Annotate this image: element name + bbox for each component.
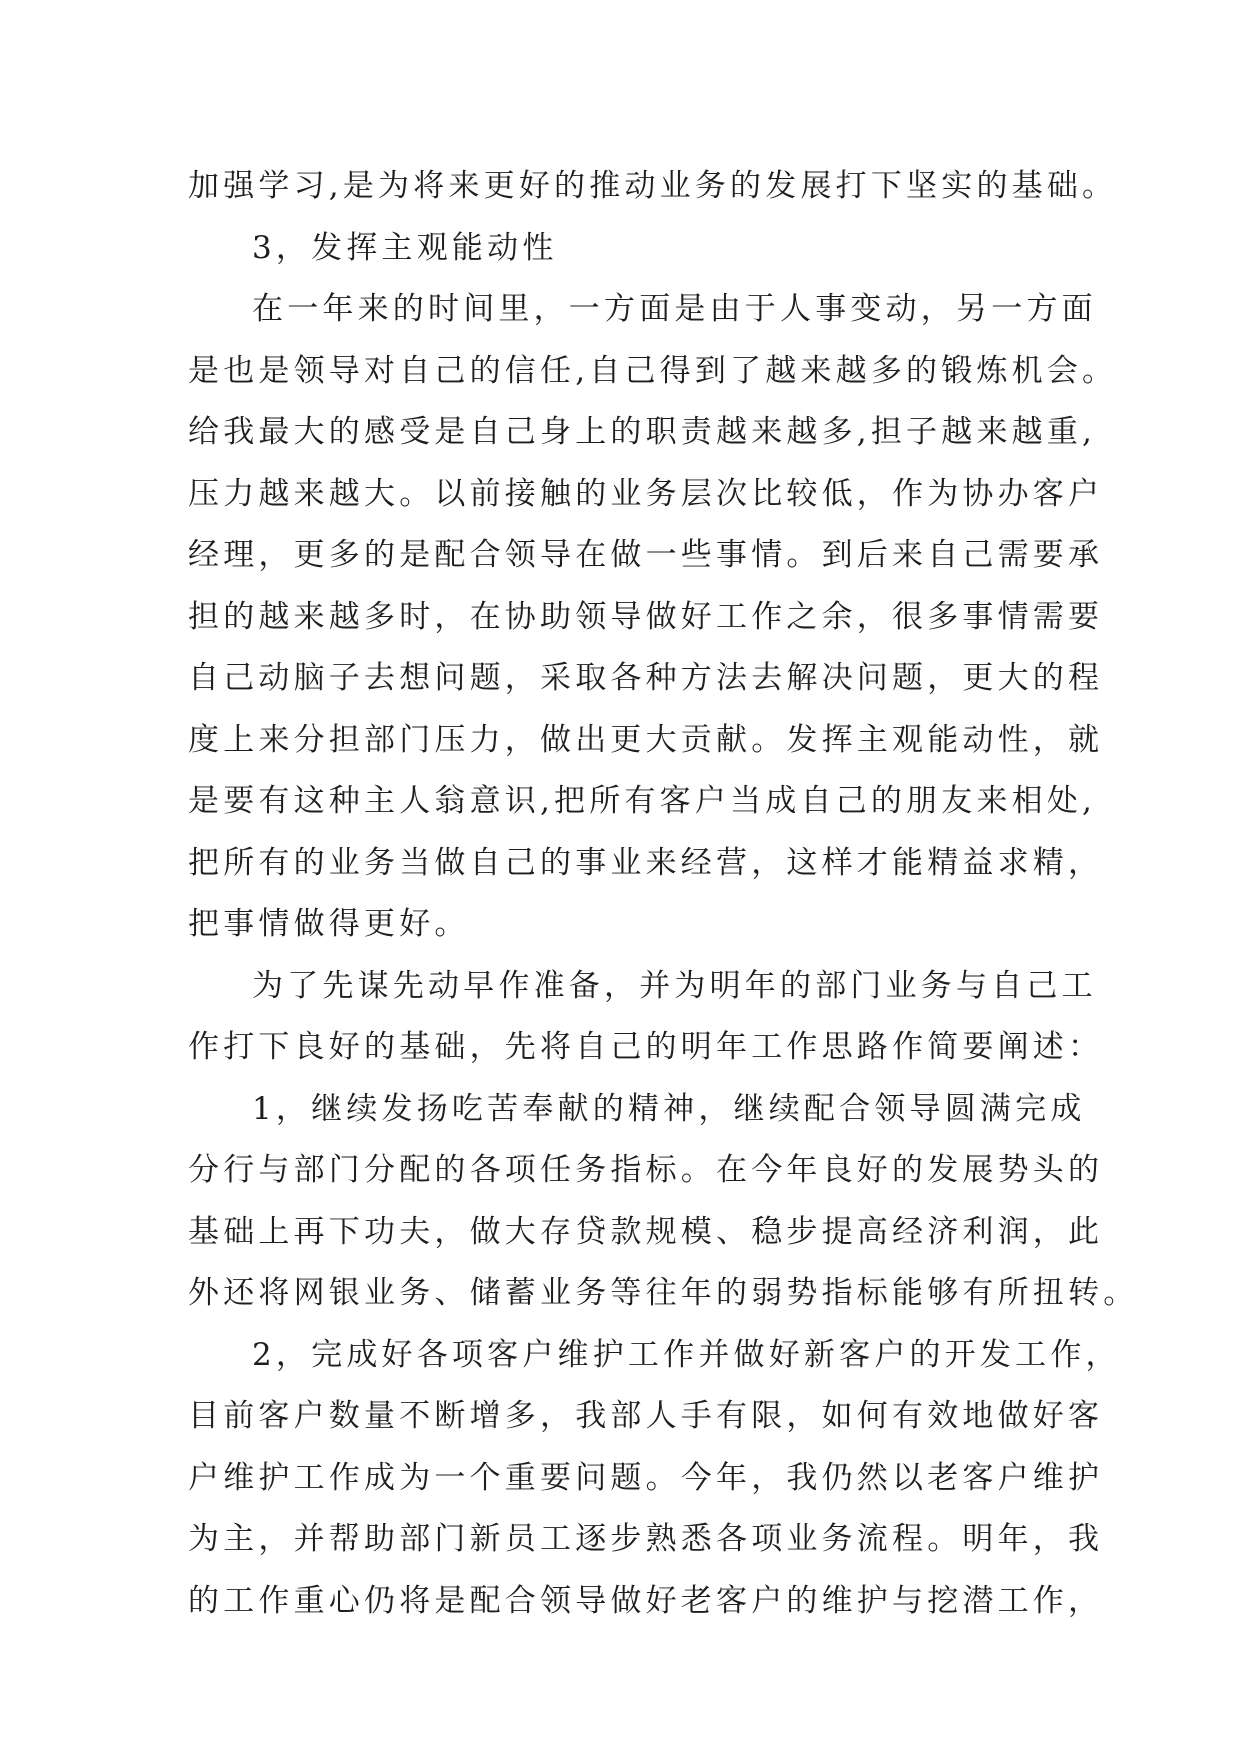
text-line: 经理，更多的是配合领导在做一些事情。到后来自己需要承 — [188, 537, 1104, 573]
body-text — [188, 156, 1139, 1632]
text-line: 度上来分担部门压力，做出更大贡献。发挥主观能动性，就 — [188, 721, 1104, 758]
text-line: 2，完成好各项客户维护工作并做好新客户的开发工作， — [252, 1336, 1121, 1373]
text-line: 目前客户数量不断增多，我部人手有限，如何有效地做好客 — [188, 1398, 1104, 1434]
text-line: 给我最大的感受是自己身上的职责越来越多,担子越来越重, — [188, 414, 1097, 450]
text-line: 是要有这种主人翁意识,把所有客户当成自己的朋友来相处, — [188, 783, 1097, 819]
text-line: 担的越来越多时，在协助领导做好工作之余，很多事情需要 — [188, 598, 1104, 635]
text-line: 1，继续发扬吃苦奉献的精神，继续配合领导圆满完成 — [252, 1090, 1086, 1127]
text-line: 为主，并帮助部门新员工逐步熟悉各项业务流程。明年，我 — [188, 1521, 1104, 1557]
text-line: 3，发挥主观能动性 — [252, 229, 558, 266]
text-line: 把所有的业务当做自己的事业来经营，这样才能精益求精， — [188, 844, 1104, 881]
text-line: 把事情做得更好。 — [188, 906, 470, 942]
text-line: 外还将网银业务、储蓄业务等往年的弱势指标能够有所扭转。 — [188, 1275, 1139, 1311]
text-line: 基础上再下功夫，做大存贷款规模、稳步提高经济利润，此 — [188, 1213, 1104, 1250]
text-line: 压力越来越大。以前接触的业务层次比较低，作为协办客户 — [188, 475, 1104, 512]
text-line: 是也是领导对自己的信任,自己得到了越来越多的锻炼机会。 — [188, 352, 1118, 389]
text-line: 加强学习,是为将来更好的推动业务的发展打下坚实的基础。 — [188, 168, 1118, 204]
text-line: 自己动脑子去想问题，采取各种方法去解决问题，更大的程 — [188, 660, 1104, 696]
text-line: 户维护工作成为一个重要问题。今年，我仍然以老客户维护 — [188, 1459, 1104, 1496]
text-line: 的工作重心仍将是配合领导做好老客户的维护与挖潜工作， — [188, 1582, 1104, 1619]
text-line: 在一年来的时间里，一方面是由于人事变动，另一方面 — [252, 291, 1097, 327]
text-line: 分行与部门分配的各项任务指标。在今年良好的发展势头的 — [188, 1152, 1104, 1188]
text-line: 作打下良好的基础，先将自己的明年工作思路作简要阐述： — [188, 1029, 1104, 1065]
text-line: 为了先谋先动早作准备，并为明年的部门业务与自己工 — [252, 967, 1097, 1004]
